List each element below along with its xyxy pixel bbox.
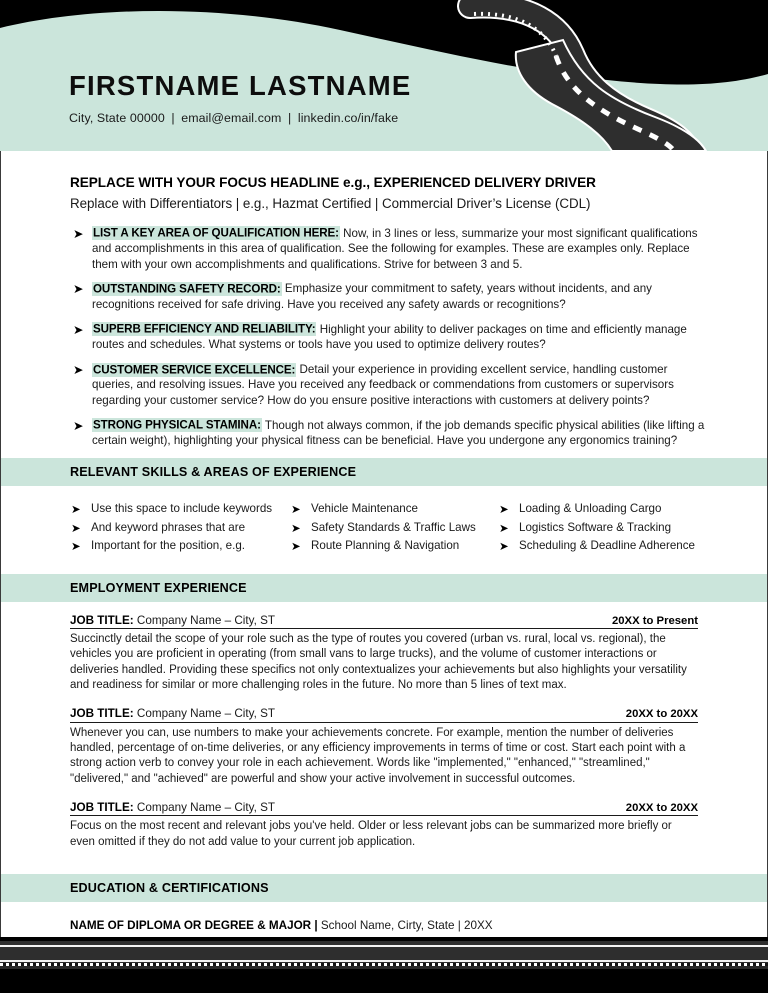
skill-label: Use this space to include keywords (91, 502, 273, 516)
qualification-lead-in: SUPERB EFFICIENCY AND RELIABILITY: (93, 322, 316, 336)
experience-list (1, 602, 767, 860)
education-degree: NAME OF DIPLOMA OR DEGREE & MAJOR | (70, 919, 318, 933)
job-title: JOB TITLE: (70, 707, 134, 721)
arrow-bullet-icon: ➤ (499, 539, 509, 554)
qualification-lead-in: LIST A KEY AREA OF QUALIFICATION HERE: (93, 226, 339, 240)
qualification-body: Though not always common, if the job demands specific physical abilities (like lifting a certain weight), highlighting your physical fitness can be beneficial. Have you undergone any ergonomics training? (92, 418, 705, 448)
skill-item (71, 502, 291, 516)
job-description: Succinctly detail the scope of your role such as the type of routes you covered (urban vs. rural, local vs. regional), the vehicles you are proficient in operating (from small vans to large trucks), and the volume of customer interactions or deliveries handled. Providing these specifics not only contextualizes your achievements but also highlights your versatility and readiness for similar or more challenging roles in the future. No more than 5 lines of text max. (70, 633, 687, 691)
section-title-education: EDUCATION & CERTIFICATIONS (70, 881, 269, 896)
arrow-bullet-icon: ➤ (291, 539, 301, 554)
qualification-text (92, 362, 711, 408)
job-description: Whenever you can, use numbers to make your achievements concrete. For example, mention the number of deliveries handled, percentage of on-time deliveries, or any efficiency improvements in terms of time or cost. Start each point with a strong action verb to convey your role in each achievement. Words like "implemented," "enhanced," "streamlined," "delivered," and "achieved" are powerful and show your active involvement in successful outcomes. (70, 726, 686, 785)
skill-label: Logistics Software & Tracking (519, 520, 672, 534)
resume-header (0, 0, 768, 151)
qualification-body: Detail your experience in providing excellent service, handling customer queries, and resolving issues. Have you received any feedback or commendations from customers or supervisors regarding your customer service? How do you ensure positive interactions with customers at delivery points? (92, 363, 674, 407)
skill-item (291, 502, 499, 516)
arrow-bullet-icon: ➤ (499, 502, 509, 517)
skill-label: Scheduling & Deadline Adherence (519, 539, 695, 553)
arrow-bullet-icon: ➤ (71, 502, 81, 517)
contact-line (69, 111, 411, 125)
education-entry (70, 918, 698, 933)
skill-label: Route Planning & Navigation (311, 539, 460, 553)
qualification-text (92, 226, 711, 272)
qualification-item (73, 362, 711, 408)
experience-entry (70, 801, 698, 850)
skill-item (291, 539, 499, 553)
section-header-experience (1, 574, 767, 602)
contact-location: City, State 00000 (69, 110, 165, 125)
footer-road-edge-bottom (0, 960, 768, 962)
skill-item (499, 521, 719, 535)
arrow-bullet-icon: ➤ (71, 520, 81, 535)
footer-road-graphic (0, 937, 768, 993)
section-title-experience: EMPLOYMENT EXPERIENCE (70, 580, 247, 595)
skill-item (499, 502, 719, 516)
job-description: Focus on the most recent and relevant jobs you've held. Older or less relevant jobs can be summarized more briefly or even omitted if they do not add value to your current job application. (70, 820, 672, 848)
skills-column (291, 502, 499, 558)
job-dates: 20XX to 20XX (625, 708, 698, 721)
skill-label: Vehicle Maintenance (311, 502, 418, 516)
job-title: JOB TITLE: (70, 800, 134, 814)
experience-title-company (70, 707, 275, 720)
experience-entry (70, 707, 698, 787)
contact-separator-2: | (287, 110, 292, 125)
differentiators-line: Replace with Differentiators | e.g., Hazmat Certified | Commercial Driver’s License (CDL) (70, 196, 591, 212)
section-header-skills (1, 458, 767, 486)
qualification-item (73, 226, 711, 272)
qualification-item (73, 281, 711, 312)
contact-separator-1: | (171, 110, 175, 125)
footer-road-lower-band (0, 966, 768, 969)
qualifications-list (1, 213, 767, 449)
headline-block (1, 151, 767, 213)
qualification-lead-in: STRONG PHYSICAL STAMINA: (93, 418, 261, 432)
arrow-bullet-icon: ➤ (73, 225, 84, 241)
arrow-bullet-icon: ➤ (499, 520, 509, 535)
page-title: FIRSTNAME LASTNAME (69, 70, 412, 101)
footer-road-edge-top (0, 945, 768, 947)
qualification-text (92, 418, 711, 449)
skills-column (71, 502, 291, 558)
qualification-item (73, 418, 711, 449)
qualification-text (92, 322, 711, 353)
arrow-bullet-icon: ➤ (73, 417, 84, 433)
job-dates: 20XX to 20XX (625, 801, 698, 814)
skill-label: Important for the position, e.g. (91, 539, 246, 553)
arrow-bullet-icon: ➤ (73, 281, 84, 297)
contact-email[interactable]: email@email.com (181, 110, 282, 125)
section-header-education (1, 874, 767, 902)
job-company: Company Name – City, ST (133, 707, 276, 721)
experience-entry-header (70, 614, 698, 630)
qualification-text (92, 281, 711, 312)
qualification-lead-in: CUSTOMER SERVICE EXCELLENCE: (93, 363, 296, 377)
skills-column (499, 502, 719, 558)
skills-grid (1, 486, 767, 574)
experience-entry (70, 614, 698, 694)
header-identity (69, 72, 411, 125)
skill-item (291, 521, 499, 535)
qualification-item (73, 322, 711, 353)
arrow-bullet-icon: ➤ (291, 520, 301, 535)
resume-body (0, 151, 768, 937)
skill-label: Loading & Unloading Cargo (519, 502, 662, 516)
skill-item (499, 539, 719, 553)
job-dates: 20XX to Present (611, 614, 698, 627)
experience-title-company (70, 614, 275, 627)
job-company: Company Name – City, ST (133, 800, 276, 814)
skill-item (71, 539, 291, 553)
skill-label: Safety Standards & Traffic Laws (311, 520, 476, 534)
arrow-bullet-icon: ➤ (71, 539, 81, 554)
qualification-lead-in: OUTSTANDING SAFETY RECORD: (93, 282, 281, 296)
job-title: JOB TITLE: (70, 613, 134, 627)
experience-title-company (70, 801, 275, 814)
section-title-skills: RELEVANT SKILLS & AREAS OF EXPERIENCE (70, 465, 357, 480)
experience-entry-header (70, 707, 698, 723)
education-school: School Name, Cirty, State | 20XX (317, 919, 493, 933)
qualification-body: Emphasize your commitment to safety, years without incidents, and any recognitions received for safe driving. Have you received any safety awards or recognitions? (92, 282, 652, 311)
skill-item (71, 521, 291, 535)
qualification-body: Highlight your ability to deliver packages on time and efficiently manage routes and schedules. What systems or tools have you used to optimize delivery routes? (92, 322, 687, 352)
experience-entry-header (70, 801, 698, 817)
qualification-body: Now, in 3 lines or less, summarize your most significant qualifications and accomplishments in this area of qualification. See the following for examples. These are examples only. Replace them with your own accomplishments and qualifications. Strive for between 3 and 5. (92, 226, 698, 271)
focus-headline: REPLACE WITH YOUR FOCUS HEADLINE e.g., EXPERIENCED DELIVERY DRIVER (70, 175, 596, 190)
arrow-bullet-icon: ➤ (73, 321, 84, 337)
contact-linkedin[interactable]: linkedin.co/in/fake (297, 110, 399, 125)
arrow-bullet-icon: ➤ (291, 502, 301, 517)
arrow-bullet-icon: ➤ (73, 362, 84, 378)
skill-label: And keyword phrases that are (91, 520, 246, 534)
job-company: Company Name – City, ST (133, 613, 276, 627)
